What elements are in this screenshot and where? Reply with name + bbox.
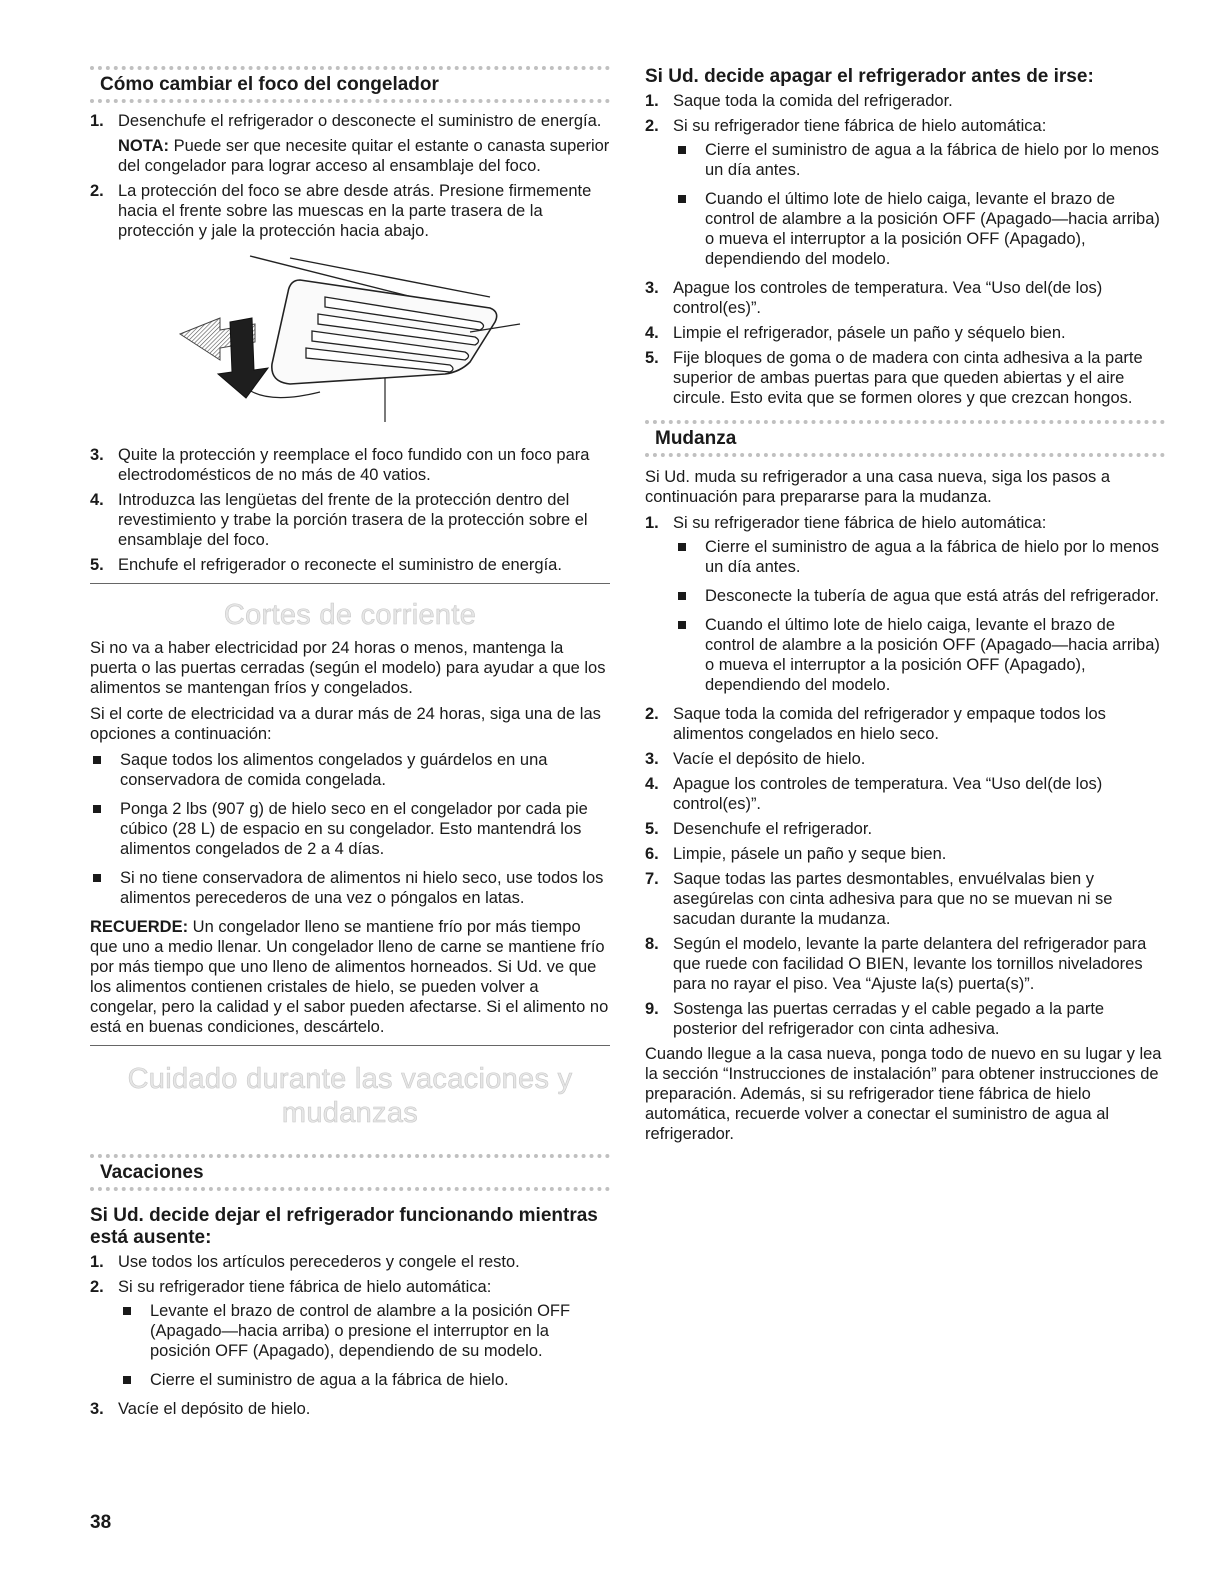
step-number: 1. [90, 112, 104, 130]
bulb-cover-illustration [90, 252, 610, 432]
list-item [645, 869, 1165, 929]
step-text: Fije bloques de goma o de madera con cinta adhesiva a la parte superior de ambas puertas para que queden abiertas y el aire circule. Esto evita que se formen olores y que crezcan hongos. [673, 349, 1143, 407]
moving-intro: Si Ud. muda su refrigerador a una casa nueva, siga los pasos a continuación para prepararse para la mudanza. [645, 468, 1111, 506]
list-item [645, 704, 1165, 744]
list-item [90, 1277, 610, 1390]
moving-heading: Mudanza [655, 428, 737, 449]
step-number: 3. [90, 1400, 104, 1418]
list-item [645, 116, 1165, 269]
step-text: Vacíe el depósito de hielo. [118, 1400, 311, 1418]
step-text: Use todos los artículos perecederos y congele el resto. [118, 1253, 520, 1271]
list-item [90, 181, 610, 241]
step-number: 5. [645, 349, 659, 367]
list-item [90, 799, 610, 859]
bullet-icon [93, 874, 101, 882]
step-text: Apague los controles de temperatura. Vea “Uso del(de los) control(es)”. [673, 279, 1103, 317]
step-text: Limpie, pásele un paño y seque bien. [673, 845, 947, 863]
divider [90, 583, 610, 584]
power-options [90, 750, 610, 908]
bulb-steps-a [90, 111, 610, 241]
list-item [645, 844, 1165, 864]
step-number: 2. [645, 705, 659, 723]
care-title-line-1: Cuidado durante las vacaciones y [127, 1063, 573, 1095]
step-text: Si su refrigerador tiene fábrica de hielo automática: [673, 514, 1047, 532]
remember-text: Un congelador lleno se mantiene frío por más tiempo que uno a medio llenar. Un congelador lleno de carne se mantiene frío por más tiempo que uno lleno de alimentos horneados. Si Ud. ve que los alimentos contienen cristales de hielo, se pueden volver a congelar, pero la calidad y el sabor pueden afectarse. Si el alimento no está en buenas condiciones, descártelo. [90, 918, 609, 1036]
bullet-icon [123, 1376, 131, 1384]
step-number: 2. [90, 182, 104, 200]
bullet-icon [678, 621, 686, 629]
step-number: 3. [645, 750, 659, 768]
list-item [645, 819, 1165, 839]
step-number: 5. [90, 556, 104, 574]
vacation-icemaker-options [120, 1301, 610, 1390]
step-text: Vacíe el depósito de hielo. [673, 750, 866, 768]
care-title [90, 1062, 610, 1130]
step-number: 4. [90, 491, 104, 509]
bullet-text: Levante el brazo de control de alambre a la posición OFF (Apagado—hacia arriba) o presione el interruptor en la posición OFF (Apagado), dependiendo de su modelo. [150, 1302, 571, 1360]
step-text: Introduzca las lengüetas del frente de la protección dentro del revestimiento y trabe la porción trasera de la protección sobre el ensamblaje del foco. [118, 491, 588, 549]
step-number: 2. [645, 117, 659, 135]
list-item [645, 278, 1165, 318]
moving-closing: Cuando llegue a la casa nueva, ponga todo de nuevo en su lugar y lea la sección “Instrucciones de instalación” para obtener instrucciones de preparación. Además, si su refrigerador tiene fábrica de hielo automática, recuerde volver a conectar el suministro de agua al refrigerador. [645, 1045, 1162, 1143]
list-item [90, 490, 610, 550]
step-number: 7. [645, 870, 659, 888]
step-number: 9. [645, 1000, 659, 1018]
bullet-text: Cierre el suministro de agua a la fábrica de hielo por lo menos un día antes. [705, 141, 1159, 179]
bullet-icon [678, 195, 686, 203]
power-paragraph-2: Si el corte de electricidad va a durar más de 24 horas, siga una de las opciones a continuación: [90, 705, 601, 743]
list-item [645, 513, 1165, 695]
bullet-text: Si no tiene conservadora de alimentos ni hielo seco, use todos los alimentos perecederos de una vez o póngalos en latas. [120, 869, 604, 907]
moving-section-header [645, 420, 1165, 457]
bullet-text: Saque todos los alimentos congelados y guárdelos en una conservadora de comida congelada. [120, 751, 548, 789]
moving-steps [645, 513, 1165, 1039]
list-item [90, 445, 610, 485]
step-number: 5. [645, 820, 659, 838]
list-item [675, 189, 1165, 269]
list-item [90, 555, 610, 575]
step-number: 4. [645, 324, 659, 342]
bullet-icon [678, 592, 686, 600]
bulb-heading: Cómo cambiar el foco del congelador [100, 74, 439, 95]
list-item [120, 1301, 610, 1361]
power-paragraph-1: Si no va a haber electricidad por 24 horas o menos, mantenga la puerta o las puertas cerradas (según el modelo) para ayudar a que los alimentos se mantengan fríos y congelados. [90, 639, 606, 697]
vacation-steps [90, 1252, 610, 1419]
step-text: Saque toda la comida del refrigerador y empaque todos los alimentos congelados en hielo seco. [673, 705, 1106, 743]
note [118, 136, 610, 176]
step-number: 6. [645, 845, 659, 863]
step-text: La protección del foco se abre desde atrás. Presione firmemente hacia el frente sobre las muescas en la parte trasera de la protección y jale la protección hacia abajo. [118, 182, 592, 240]
list-item [90, 111, 610, 176]
bullet-text: Ponga 2 lbs (907 g) de hielo seco en el congelador por cada pie cúbico (28 L) de espacio en su congelador. Esto mantendrá los alimentos congelados de 2 a 4 días. [120, 800, 588, 858]
page-number: 38 [90, 1512, 112, 1533]
list-item [90, 1252, 610, 1272]
list-item [120, 1370, 610, 1390]
list-item [645, 999, 1165, 1039]
bullet-icon [123, 1307, 131, 1315]
list-item [675, 537, 1165, 577]
step-number: 1. [90, 1253, 104, 1271]
bullet-text: Cierre el suministro de agua a la fábrica de hielo. [150, 1371, 509, 1389]
step-text: Si su refrigerador tiene fábrica de hielo automática: [673, 117, 1047, 135]
bullet-text: Cuando el último lote de hielo caiga, levante el brazo de control de alambre a la posición OFF (Apagado—hacia arriba) o mueva el interruptor a la posición OFF (Apagado), dependiendo del modelo. [705, 616, 1160, 694]
step-number: 3. [90, 446, 104, 464]
step-number: 8. [645, 935, 659, 953]
step-text: Quite la protección y reemplace el foco fundido con un foco para electrodomésticos de no más de 40 vatios. [118, 446, 590, 484]
vacation-heading: Vacaciones [100, 1162, 204, 1183]
list-item [645, 749, 1165, 769]
bulb-section-header [90, 66, 610, 103]
step-number: 1. [645, 92, 659, 110]
step-text: Apague los controles de temperatura. Vea “Uso del(de los) control(es)”. [673, 775, 1103, 813]
step-text: Desenchufe el refrigerador. [673, 820, 873, 838]
list-item [645, 91, 1165, 111]
bullet-text: Cuando el último lote de hielo caiga, levante el brazo de control de alambre a la posición OFF (Apagado—hacia arriba) o mueva el interruptor a la posición OFF (Apagado), dependiendo del modelo. [705, 190, 1160, 268]
step-text: Según el modelo, levante la parte delantera del refrigerador para que ruede con facilidad O BIEN, levante los tornillos niveladores para no rayar el piso. Vea “Ajuste la(s) puerta(s)”. [673, 935, 1147, 993]
list-item [645, 323, 1165, 343]
divider [90, 1045, 610, 1046]
list-item [645, 774, 1165, 814]
bullet-icon [678, 543, 686, 551]
step-number: 4. [645, 775, 659, 793]
turn-off-icemaker-options [675, 140, 1165, 269]
note-text: Puede ser que necesite quitar el estante o canasta superior del congelador para lograr acceso al ensamblaje del foco. [118, 137, 610, 175]
step-number: 3. [645, 279, 659, 297]
vacation-section-header [90, 1154, 610, 1191]
step-number: 1. [645, 514, 659, 532]
note-label: NOTA: [118, 137, 170, 155]
left-column [90, 66, 610, 1424]
list-item [675, 586, 1165, 606]
bullet-text: Cierre el suministro de agua a la fábrica de hielo por lo menos un día antes. [705, 538, 1159, 576]
step-text: Saque toda la comida del refrigerador. [673, 92, 953, 110]
bulb-steps-b [90, 445, 610, 575]
list-item [675, 140, 1165, 180]
list-item [675, 615, 1165, 695]
list-item [90, 1399, 610, 1419]
list-item [645, 348, 1165, 408]
vacation-subheading: Si Ud. decide dejar el refrigerador funcionando mientras está ausente: [90, 1205, 598, 1248]
power-outage-title: Cortes de corriente [223, 599, 477, 631]
turn-off-heading: Si Ud. decide apagar el refrigerador antes de irse: [645, 66, 1094, 87]
step-text: Saque todas las partes desmontables, envuélvalas bien y asegúrelas con cinta adhesiva para que no se muevan ni se sacudan durante la mudanza. [673, 870, 1113, 928]
step-text: Limpie el refrigerador, pásele un paño y séquelo bien. [673, 324, 1066, 342]
list-item [90, 750, 610, 790]
bullet-icon [93, 756, 101, 764]
bullet-icon [93, 805, 101, 813]
bullet-icon [678, 146, 686, 154]
step-text: Si su refrigerador tiene fábrica de hielo automática: [118, 1278, 492, 1296]
remember-paragraph [90, 917, 610, 1037]
step-text: Enchufe el refrigerador o reconecte el suministro de energía. [118, 556, 562, 574]
bullet-text: Desconecte la tubería de agua que está atrás del refrigerador. [705, 587, 1160, 605]
turn-off-steps [645, 91, 1165, 408]
list-item [90, 868, 610, 908]
step-number: 2. [90, 1278, 104, 1296]
moving-icemaker-options [675, 537, 1165, 695]
right-column [645, 66, 1165, 1150]
step-text: Desenchufe el refrigerador o desconecte el suministro de energía. [118, 112, 602, 130]
care-title-line-2: mudanzas [281, 1097, 419, 1129]
list-item [645, 934, 1165, 994]
remember-label: RECUERDE: [90, 918, 189, 936]
step-text: Sostenga las puertas cerradas y el cable pegado a la parte posterior del refrigerador con cinta adhesiva. [673, 1000, 1105, 1038]
